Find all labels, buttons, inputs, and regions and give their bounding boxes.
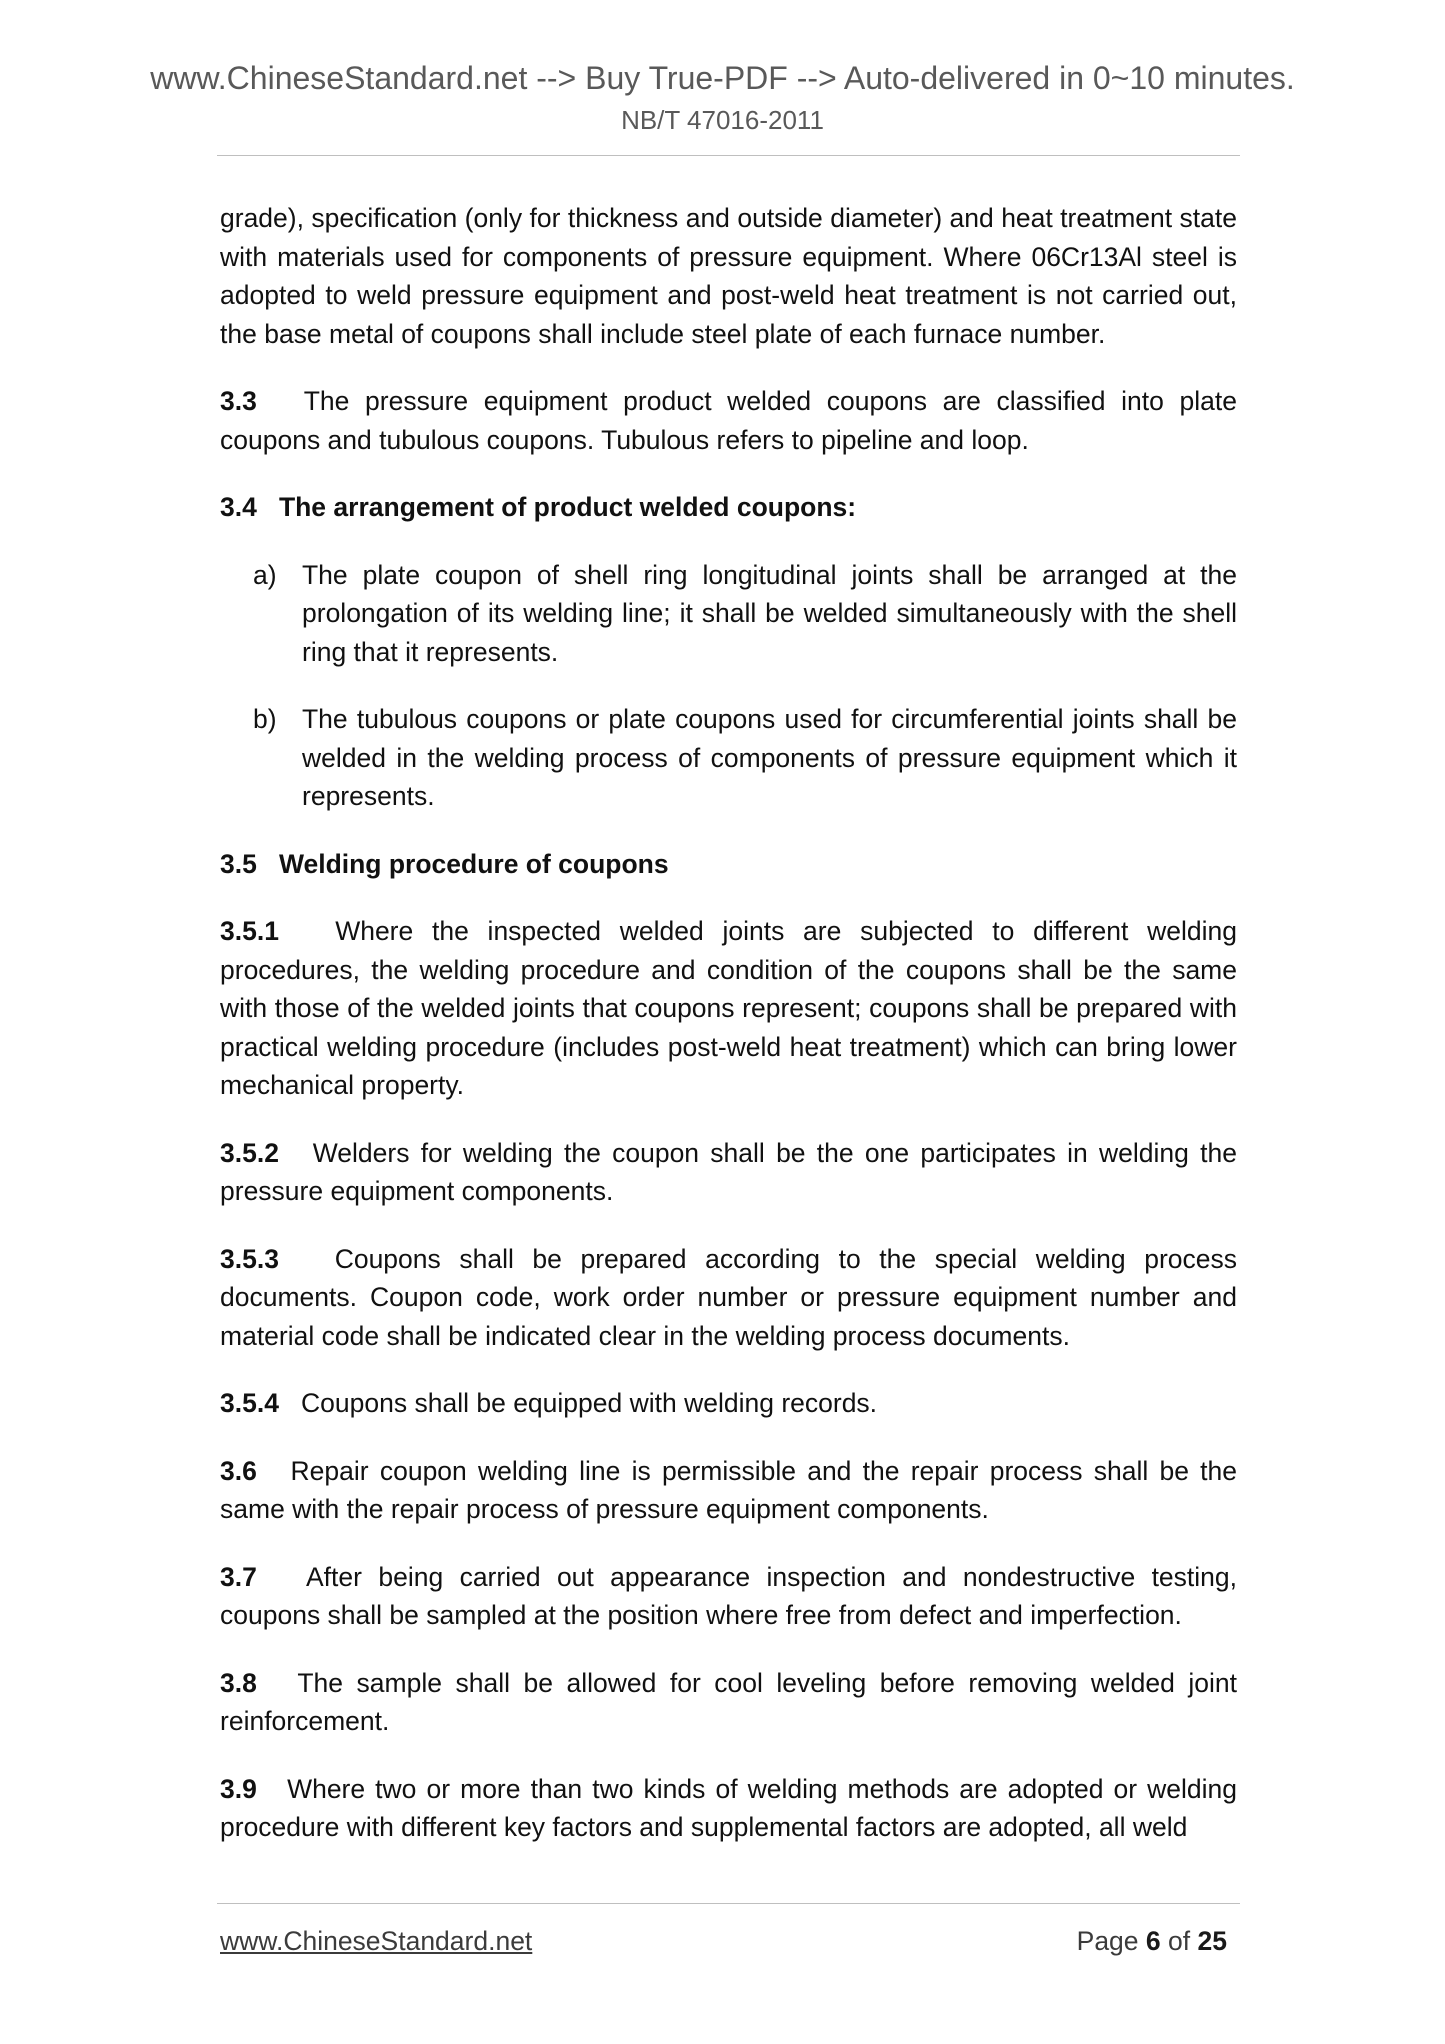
list-item-text: The plate coupon of shell ring longitudinal joints shall be arranged at the prolongation of its welding line; it shall be welded simultaneously with the shell ring that it represents. [302, 559, 1237, 667]
clause-title: Welding procedure of coupons [278, 848, 669, 879]
list-item-text: The tubulous coupons or plate coupons used for circumferential joints shall be welded in the welding process of components of pressure equipment which it represents. [302, 704, 1237, 811]
page-current: 6 [1145, 1926, 1161, 1956]
clause-3-5-heading [220, 845, 1237, 884]
clause-number: 3.3 [220, 386, 257, 416]
clause-number: 3.5 [220, 848, 257, 879]
footer-website-link[interactable]: www.ChineseStandard.net [220, 1926, 533, 1956]
page-total: 25 [1197, 1926, 1227, 1956]
list-marker: b) [253, 704, 277, 734]
page-content [220, 199, 1237, 1876]
clause-text: Coupons shall be equipped with welding records. [301, 1388, 878, 1418]
clause-text: Coupons shall be prepared according to the special welding process documents. Coupon code, work order number or pressure equipment number and material code shall be indicated clear in the welding process documents. [220, 1243, 1237, 1351]
clause-3-5-2 [220, 1134, 1237, 1211]
clause-number: 3.6 [220, 1455, 257, 1486]
clause-number: 3.5.3 [220, 1243, 279, 1274]
clause-3-8 [220, 1664, 1237, 1741]
clause-3-4-heading [220, 488, 1237, 527]
clause-3-5-4 [220, 1384, 1237, 1423]
clause-3-7 [220, 1558, 1237, 1635]
list-marker: a) [253, 559, 277, 590]
clause-text: The sample shall be allowed for cool leveling before removing welded joint reinforcement. [220, 1667, 1238, 1736]
intro-paragraph: grade), specification (only for thickness and outside diameter) and heat treatment state with materials used for components of pressure equipment. Where 06Cr13Al steel is adopted to weld pressure equipment and post-weld heat treatment is not carried out, the base metal of coupons shall include steel plate of each furnace number. [220, 203, 1237, 349]
clause-number: 3.4 [220, 492, 257, 522]
clause-3-5-3 [220, 1240, 1237, 1356]
clause-text: Where the inspected welded joints are subjected to different welding procedures, the welding procedure and condition of the coupons shall be the same with those of the welded joints that coupons represent; coupons shall be prepared with practical welding procedure (includes post-weld heat treatment) which can bring lower mechanical property. [220, 916, 1237, 1100]
clause-3-6 [220, 1452, 1237, 1529]
header-banner: www.ChineseStandard.net --> Buy True-PDF --> Auto-delivered in 0~10 minutes. [150, 60, 1295, 96]
clause-number: 3.5.2 [220, 1137, 279, 1168]
document-number: NB/T 47016-2011 [621, 105, 824, 135]
page-of: of [1168, 1926, 1191, 1956]
clause-number: 3.5.4 [220, 1388, 279, 1418]
page-indicator [1077, 1924, 1227, 1958]
clause-text: Welders for welding the coupon shall be the one participates in welding the pressure equipment components. [220, 1137, 1237, 1206]
clause-number: 3.8 [220, 1667, 257, 1698]
clause-3-5-1 [220, 912, 1237, 1105]
clause-number: 3.7 [220, 1561, 257, 1592]
clause-text: The pressure equipment product welded coupons are classified into plate coupons and tubulous coupons. Tubulous refers to pipeline and loop. [220, 386, 1237, 455]
list-item-a [220, 556, 1237, 672]
page-label: Page [1076, 1926, 1139, 1956]
clause-3-3 [220, 382, 1237, 459]
clause-title: The arrangement of product welded coupons: [278, 492, 857, 522]
list-item-b [220, 700, 1237, 816]
clause-text: Repair coupon welding line is permissible and the repair process shall be the same with the repair process of pressure equipment components. [220, 1455, 1238, 1524]
clause-number: 3.5.1 [220, 916, 279, 946]
clause-text: After being carried out appearance inspection and nondestructive testing, coupons shall be sampled at the position where free from defect and imperfection. [220, 1561, 1238, 1630]
clause-text: Where two or more than two kinds of welding methods are adopted or welding procedure with different key factors and supplemental factors are adopted, all weld [220, 1773, 1237, 1842]
header-divider [217, 155, 1240, 156]
footer-divider [217, 1903, 1240, 1904]
clause-3-9 [220, 1770, 1237, 1847]
clause-number: 3.9 [220, 1773, 257, 1804]
